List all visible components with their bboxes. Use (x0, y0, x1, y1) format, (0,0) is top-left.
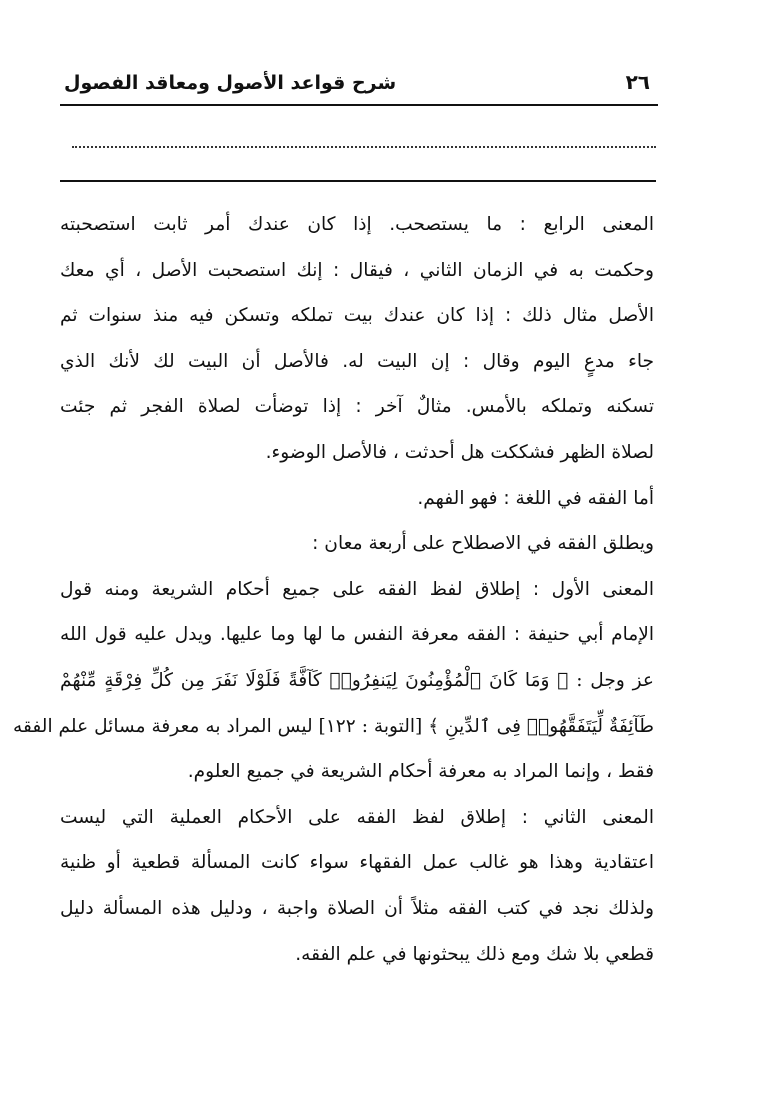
page-number: ٢٦ (625, 70, 650, 94)
text-line-1: المعنى الرابع : ما يستصحب. إذا كان عندك أمر ثابت استصحبته (60, 214, 654, 235)
text-line-9: المعنى الأول : إطلاق لفظ الفقه على جميع أحكام الشريعة ومنه قول (60, 578, 654, 600)
body-text (13, 202, 654, 977)
text-line-15: اعتقادية وهذا هو غالب عمل الفقهاء سواء كانت المسألة قطعية أو ظنية (60, 852, 654, 874)
header-rule (60, 104, 658, 106)
text-line-8: ويطلق الفقه في الاصطلاح على أربعة معان : (312, 533, 654, 555)
dotted-separator (72, 146, 656, 148)
page-header (60, 66, 658, 100)
text-line-10: الإمام أبي حنيفة : الفقه معرفة النفس ما لها وما عليها. ويدل عليه قول الله (60, 624, 654, 646)
quran-verse-line-2: طَآئِفَةٌ لِّيَتَفَقَّهُوا۟ فِى ٱلدِّينِ ﴾ [التوبة : ١٢٢] ليس المراد به معرفة مسائل علم الفقه (13, 715, 654, 737)
section-rule (60, 180, 656, 182)
text-line-2: وحكمت به في الزمان الثاني ، فيقال : إنك استصحبت الأصل ، أي معك (60, 259, 654, 281)
text-line-16: ولذلك نجد في كتب الفقه مثلاً أن الصلاة واجبة ، ودليل هذه المسألة دليل (60, 897, 654, 919)
running-title: شرح قواعد الأصول ومعاقد الفصول (64, 72, 397, 94)
text-line-4: جاء مدعٍ اليوم وقال : إن البيت له. فالأصل أن البيت لك لأنك الذي (60, 350, 654, 372)
text-line-14: المعنى الثاني : إطلاق لفظ الفقه على الأحكام العملية التي ليست (60, 806, 654, 828)
text-line-5: تسكنه وتملكه بالأمس. مثالٌ آخر : إذا توضأت لصلاة الفجر ثم جئت (60, 396, 654, 418)
text-line-17: قطعي بلا شك ومع ذلك يبحثونها في علم الفقه. (295, 943, 654, 965)
text-line-3: الأصل مثال ذلك : إذا كان عندك بيت تملكه وتسكن فيه منذ سنوات ثم (60, 305, 654, 327)
text-line-7: أما الفقه في اللغة : فهو الفهم. (417, 487, 654, 509)
quran-verse-line-1: عز وجل : ﴿ وَمَا كَانَ ٱلْمُؤْمِنُونَ لِيَنفِرُوا۟ كَآفَّةً فَلَوْلَا نَفَرَ مِن كُلِّ فِرْقَةٍ مِّنْهُمْ (60, 669, 654, 691)
text-line-6: لصلاة الظهر فشككت هل أحدثت ، فالأصل الوضوء. (265, 441, 654, 463)
text-line-13: فقط ، وإنما المراد به معرفة أحكام الشريعة في جميع العلوم. (187, 761, 654, 783)
